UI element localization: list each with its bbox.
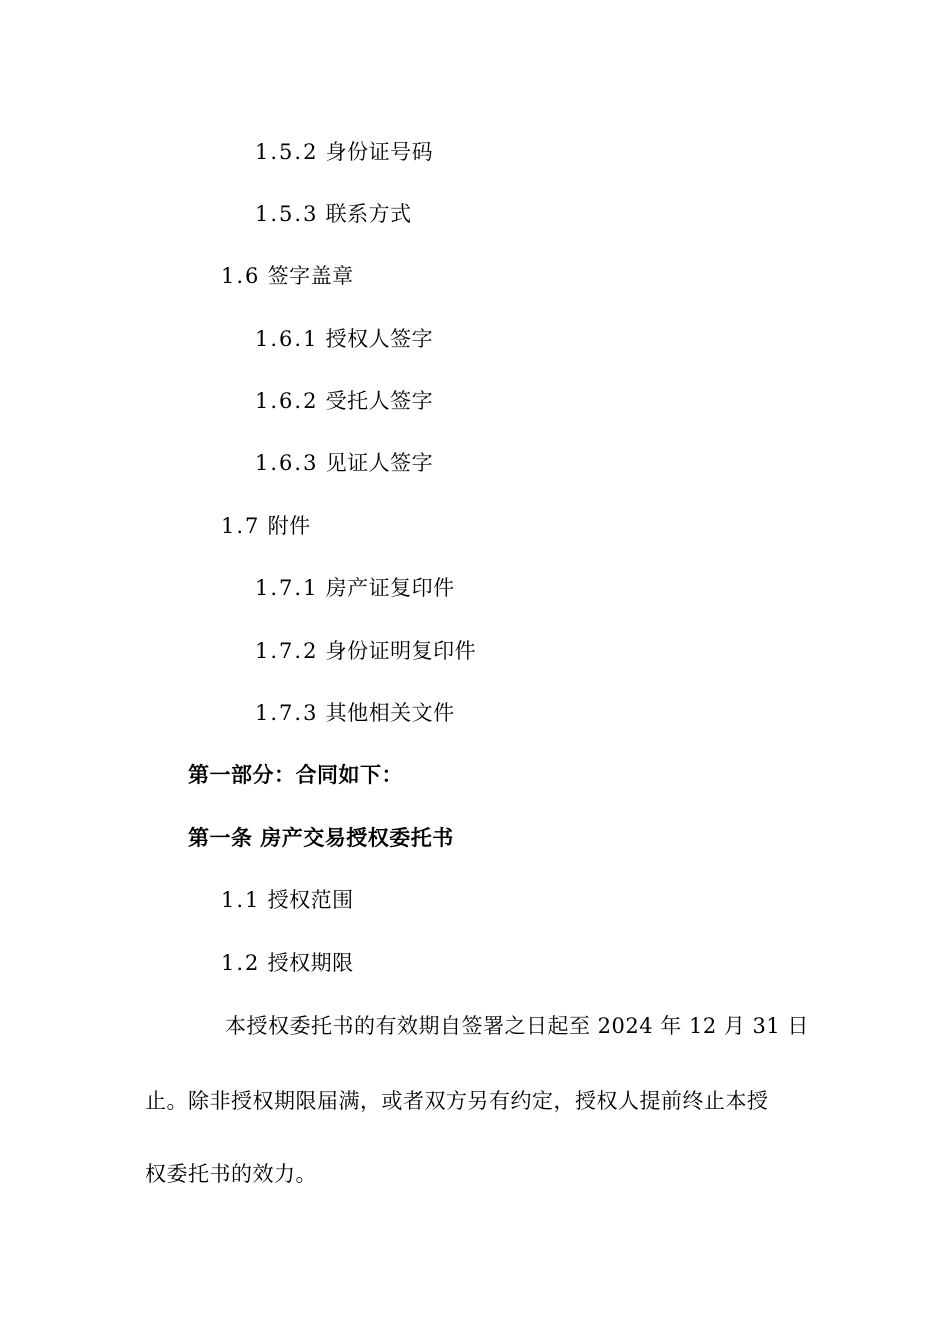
outline-text: 签字盖章 xyxy=(267,264,354,288)
outline-number: 1.6.2 xyxy=(255,389,319,413)
outline-text: 联系方式 xyxy=(325,202,412,226)
paragraph-line: 权委托书的效力。 xyxy=(145,1162,317,1186)
outline-text: 身份证明复印件 xyxy=(325,639,477,663)
section-text: 授权范围 xyxy=(267,888,354,912)
outline-item-1-7-2 xyxy=(255,638,476,664)
paragraph-line: 本授权委托书的有效期自签署之日起至 2024 年 12 月 31 日 xyxy=(225,1014,809,1038)
paragraph-line: 止。除非授权期限届满，或者双方另有约定，授权人提前终止本授 xyxy=(145,1089,769,1113)
outline-item-1-7-1 xyxy=(255,575,455,601)
outline-text: 附件 xyxy=(267,514,311,538)
outline-text: 房产证复印件 xyxy=(325,576,455,600)
outline-number: 1.6.3 xyxy=(255,451,319,475)
section-text: 授权期限 xyxy=(267,951,354,975)
outline-item-1-5-2 xyxy=(255,139,433,165)
outline-item-1-5-3 xyxy=(255,201,412,227)
section-number: 1.1 xyxy=(221,888,261,912)
outline-number: 1.5.3 xyxy=(255,202,319,226)
outline-text: 其他相关文件 xyxy=(325,701,455,725)
outline-number: 1.7.3 xyxy=(255,701,319,725)
outline-text: 身份证号码 xyxy=(325,140,434,164)
outline-number: 1.7.1 xyxy=(255,576,319,600)
section-1-2 xyxy=(221,950,354,976)
section-1-1 xyxy=(221,887,354,913)
outline-number: 1.7.2 xyxy=(255,639,319,663)
outline-item-1-6-1 xyxy=(255,326,433,352)
outline-number: 1.6.1 xyxy=(255,327,319,351)
outline-item-1-7 xyxy=(221,513,311,539)
outline-item-1-7-3 xyxy=(255,700,455,726)
outline-number: 1.7 xyxy=(221,514,261,538)
outline-number: 1.5.2 xyxy=(255,140,319,164)
outline-text: 见证人签字 xyxy=(325,451,434,475)
outline-text: 授权人签字 xyxy=(325,327,434,351)
outline-number: 1.6 xyxy=(221,264,261,288)
outline-text: 受托人签字 xyxy=(325,389,434,413)
article-heading: 第一条 房产交易授权委托书 xyxy=(188,825,454,850)
section-number: 1.2 xyxy=(221,951,261,975)
outline-item-1-6-2 xyxy=(255,388,433,414)
outline-item-1-6 xyxy=(221,263,354,289)
outline-item-1-6-3 xyxy=(255,450,433,476)
part-heading: 第一部分：合同如下： xyxy=(188,762,403,787)
